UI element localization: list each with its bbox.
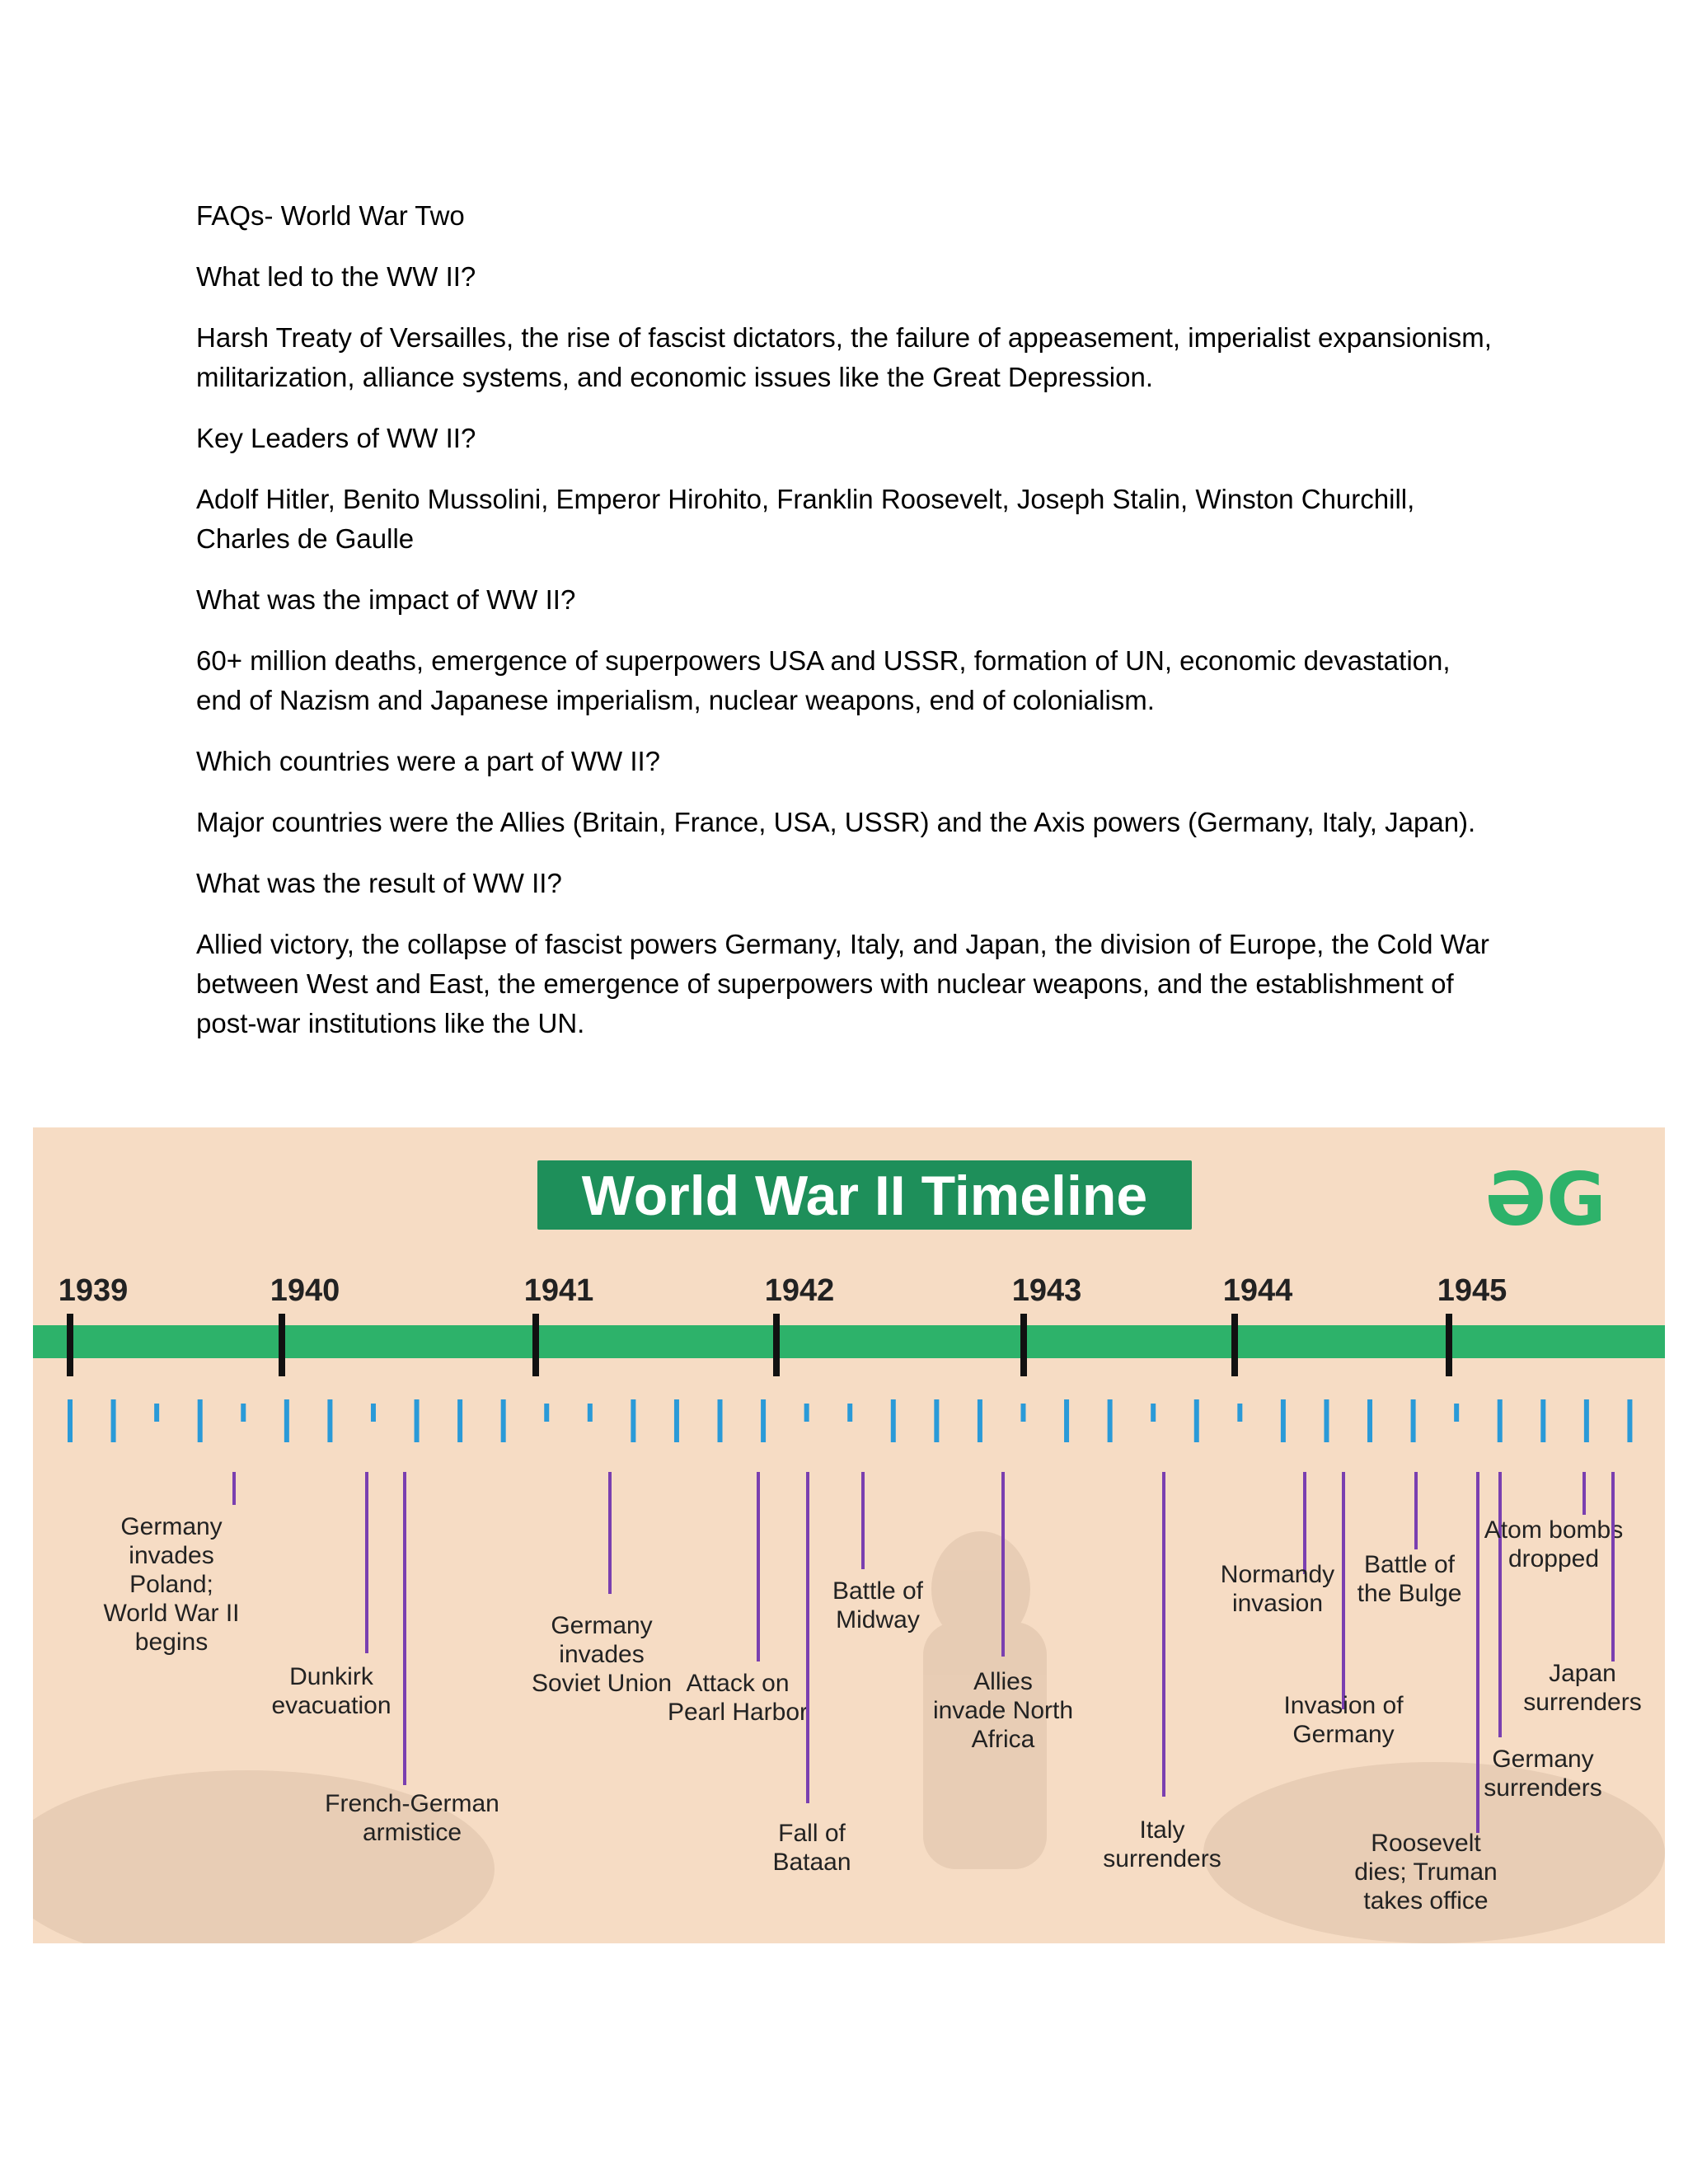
minor-tick (1151, 1404, 1156, 1422)
event-label: Japan surrenders (1523, 1660, 1642, 1716)
timeline-band (33, 1325, 1665, 1358)
year-label: 1944 (1222, 1273, 1293, 1308)
year-label: 1945 (1437, 1273, 1507, 1308)
event-label: Battle of the Bulge (1357, 1551, 1462, 1607)
minor-tick (1194, 1399, 1199, 1442)
faq-answer: 60+ million deaths, emergence of superpowers USA and USSR, formation of UN, economic devastation, end of Nazism and Japanese imperialism, nuclear weapons, end of colonialism. (196, 645, 1451, 715)
event-label: Fall of Bataan (772, 1820, 851, 1876)
event-label: Invasion of Germany (1283, 1692, 1404, 1748)
minor-tick (1498, 1399, 1503, 1442)
minor-tick (891, 1399, 896, 1442)
minor-tick (847, 1404, 852, 1422)
faq-answer: Allied victory, the collapse of fascist powers Germany, Italy, and Japan, the division of Europe, the Cold War between West and East, the emergence of superpowers with nuclear weapons, and the establishment of post-war institutions like the UN. (196, 929, 1489, 1038)
event-label: Attack on Pearl Harbor (667, 1670, 809, 1726)
faq-section (196, 196, 1498, 1065)
minor-tick (718, 1399, 723, 1442)
year-label: 1941 (523, 1273, 594, 1308)
event-label: Normandy invasion (1220, 1561, 1335, 1617)
event-label: Roosevelt dies; Truman takes office (1354, 1830, 1498, 1915)
year-label: 1939 (58, 1273, 129, 1308)
minor-tick (415, 1399, 420, 1442)
minor-tick (501, 1399, 506, 1442)
year-label: 1942 (764, 1273, 835, 1308)
minor-tick (1237, 1404, 1242, 1422)
minor-tick (198, 1399, 203, 1442)
minor-tick (1064, 1399, 1069, 1442)
minor-tick (457, 1399, 462, 1442)
timeline-title: World War II Timeline (581, 1165, 1148, 1227)
event-label: Germany invades Poland; World War II begins (103, 1513, 240, 1656)
minor-tick (68, 1399, 73, 1442)
minor-tick (1627, 1399, 1632, 1442)
minor-tick (934, 1399, 939, 1442)
minor-tick (284, 1399, 289, 1442)
faq-question: Which countries were a part of WW II? (196, 746, 661, 776)
minor-tick (978, 1399, 982, 1442)
minor-tick (1020, 1404, 1025, 1422)
minor-tick (1540, 1399, 1545, 1442)
faq-heading: FAQs- World War Two (196, 200, 465, 231)
minor-tick (1324, 1399, 1329, 1442)
minor-tick (544, 1404, 549, 1422)
faq-question: What led to the WW II? (196, 261, 476, 292)
event-label: French-German armistice (325, 1790, 499, 1846)
event-label: Dunkirk evacuation (271, 1663, 392, 1719)
minor-tick (761, 1399, 766, 1442)
faq-answer: Major countries were the Allies (Britain, France, USA, USSR) and the Axis powers (Germany, Italy, Japan). (196, 807, 1476, 837)
event-label: Allies invade North Africa (932, 1668, 1074, 1753)
event-label: Battle of Midway (832, 1577, 924, 1633)
event-label: Atom bombs dropped (1484, 1516, 1624, 1572)
minor-tick (327, 1399, 332, 1442)
faq-answer: Harsh Treaty of Versailles, the rise of fascist dictators, the failure of appeasement, imperialist expansionism, militarization, alliance systems, and economic issues like the Great Depression. (196, 322, 1492, 392)
minor-tick (1454, 1404, 1459, 1422)
timeline-infographic (33, 1127, 1665, 1943)
minor-tick (804, 1404, 809, 1422)
faq-question: Key Leaders of WW II? (196, 423, 476, 453)
minor-tick (371, 1404, 376, 1422)
faq-question: What was the result of WW II? (196, 868, 562, 898)
minor-tick (588, 1404, 593, 1422)
event-label: Germany surrenders (1484, 1746, 1602, 1802)
faq-answer: Adolf Hitler, Benito Mussolini, Emperor Hirohito, Franklin Roosevelt, Joseph Stalin, Winston Churchill, Charles de Gaulle (196, 484, 1415, 554)
minor-tick (1367, 1399, 1372, 1442)
minor-tick (241, 1404, 246, 1422)
faq-question: What was the impact of WW II? (196, 584, 576, 615)
minor-tick (1411, 1399, 1416, 1442)
event-label: Germany invades Soviet Union (531, 1612, 673, 1697)
minor-tick (631, 1399, 635, 1442)
minor-tick (1584, 1399, 1589, 1442)
minor-tick (674, 1399, 679, 1442)
gfg-logo-icon: ƏG (1484, 1157, 1606, 1242)
minor-tick (154, 1404, 159, 1422)
year-label: 1940 (270, 1273, 340, 1308)
year-label: 1943 (1011, 1273, 1082, 1308)
minor-tick (111, 1399, 116, 1442)
minor-tick (1281, 1399, 1286, 1442)
minor-tick (1108, 1399, 1113, 1442)
event-label: Italy surrenders (1103, 1816, 1221, 1872)
